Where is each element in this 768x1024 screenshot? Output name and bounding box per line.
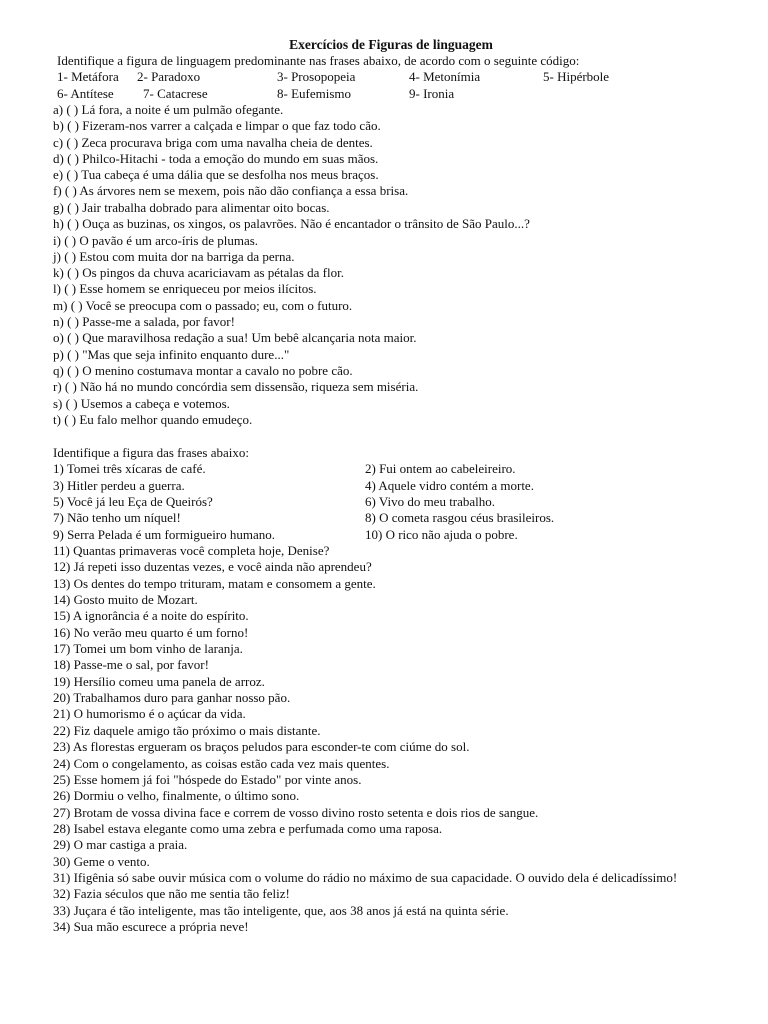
exercise-item: s) ( ) Usemos a cabeça e votemos. (53, 396, 230, 411)
exercise-item: 15) A ignorância é a noite do espírito. (53, 608, 249, 623)
exercise-item: 32) Fazia séculos que não me sentia tão feliz! (53, 886, 290, 901)
exercise-item: 24) Com o congelamento, as coisas estão cada vez mais quentes. (53, 756, 390, 771)
code-item: 2- Paradoxo (137, 69, 201, 84)
code-item: 4- Metonímia (409, 69, 481, 84)
exercise-item: f) ( ) As árvores nem se mexem, pois não dão confiança a essa brisa. (53, 183, 409, 198)
exercise-item: o) ( ) Que maravilhosa redação a sua! Um bebê alcançaria nota maior. (53, 330, 417, 345)
exercise-item: h) ( ) Ouça as buzinas, os xingos, os palavrões. Não é encantador o trânsito de São Paulo...? (53, 216, 530, 231)
exercise-item: 18) Passe-me o sal, por favor! (53, 657, 209, 672)
exercise-item: r) ( ) Não há no mundo concórdia sem dissensão, riqueza sem miséria. (53, 379, 419, 394)
exercise-item: 1) Tomei três xícaras de café. (53, 461, 206, 476)
exercise-item: 31) Ifigênia só sabe ouvir música com o volume do rádio no máximo de sua capacidade. O ouvido dela é delicadíssimo! (53, 870, 678, 885)
exercise-item: 4) Aquele vidro contém a morte. (365, 478, 534, 493)
code-item: 5- Hipérbole (543, 69, 610, 84)
exercise-item: 26) Dormiu o velho, finalmente, o último sono. (53, 788, 300, 803)
code-item: 8- Eufemismo (277, 86, 352, 101)
exercise-item: 10) O rico não ajuda o pobre. (365, 527, 518, 542)
exercise-item: 33) Juçara é tão inteligente, mas tão inteligente, que, aos 38 anos já está na quinta série. (53, 903, 509, 918)
code-item: 9- Ironia (409, 86, 455, 101)
exercise-item: 5) Você já leu Eça de Queirós? (53, 494, 213, 509)
section-heading: Identifique a figura das frases abaixo: (53, 445, 250, 460)
exercise-item: 21) O humorismo é o açúcar da vida. (53, 706, 246, 721)
exercise-item: 12) Já repeti isso duzentas vezes, e você ainda não aprendeu? (53, 559, 372, 574)
exercise-item: 13) Os dentes do tempo trituram, matam e consomem a gente. (53, 576, 376, 591)
exercise-item: m) ( ) Você se preocupa com o passado; eu, com o futuro. (53, 298, 353, 313)
exercise-item: k) ( ) Os pingos da chuva acariciavam as pétalas da flor. (53, 265, 344, 280)
exercise-item: 17) Tomei um bom vinho de laranja. (53, 641, 243, 656)
code-item: 3- Prosopopeia (277, 69, 356, 84)
exercise-item: 19) Hersílio comeu uma panela de arroz. (53, 674, 265, 689)
exercise-item: 23) As florestas ergueram os braços peludos para esconder-te com ciúme do sol. (53, 739, 470, 754)
exercise-item: p) ( ) "Mas que seja infinito enquanto dure..." (53, 347, 290, 362)
exercise-item: 29) O mar castiga a praia. (53, 837, 188, 852)
exercise-item: d) ( ) Philco-Hitachi - toda a emoção do mundo em suas mãos. (53, 151, 379, 166)
exercise-item: e) ( ) Tua cabeça é uma dália que se desfolha nos meus braços. (53, 167, 379, 182)
exercise-item: 28) Isabel estava elegante como uma zebra e perfumada como uma raposa. (53, 821, 443, 836)
exercise-item: 11) Quantas primaveras você completa hoje, Denise? (53, 543, 330, 558)
exercise-item: i) ( ) O pavão é um arco-íris de plumas. (53, 233, 259, 248)
exercise-item: t) ( ) Eu falo melhor quando emudeço. (53, 412, 253, 427)
exercise-item: 2) Fui ontem ao cabeleireiro. (365, 461, 516, 476)
exercise-item: 22) Fiz daquele amigo tão próximo o mais distante. (53, 723, 321, 738)
exercise-item: 6) Vivo do meu trabalho. (365, 494, 496, 509)
exercise-item: a) ( ) Lá fora, a noite é um pulmão ofegante. (53, 102, 284, 117)
exercise-item: q) ( ) O menino costumava montar a cavalo no pobre cão. (53, 363, 353, 378)
exercise-item: 20) Trabalhamos duro para ganhar nosso pão. (53, 690, 291, 705)
code-item: 7- Catacrese (143, 86, 208, 101)
code-item: 6- Antítese (57, 86, 114, 101)
exercise-item: 30) Geme o vento. (53, 854, 150, 869)
exercise-item: 25) Esse homem já foi "hóspede do Estado" por vinte anos. (53, 772, 362, 787)
code-item: 1- Metáfora (57, 69, 119, 84)
exercise-item: n) ( ) Passe-me a salada, por favor! (53, 314, 235, 329)
exercise-item: 16) No verão meu quarto é um forno! (53, 625, 249, 640)
exercise-item: 27) Brotam de vossa divina face e correm de vosso divino rosto setenta e dois rios de sangue. (53, 805, 539, 820)
exercise-item: c) ( ) Zeca procurava briga com uma navalha cheia de dentes. (53, 135, 373, 150)
exercise-item: g) ( ) Jair trabalha dobrado para alimentar oito bocas. (53, 200, 330, 215)
exercise-item: 9) Serra Pelada é um formigueiro humano. (53, 527, 276, 542)
exercise-item: 3) Hitler perdeu a guerra. (53, 478, 185, 493)
exercise-item: b) ( ) Fizeram-nos varrer a calçada e limpar o que faz todo cão. (53, 118, 381, 133)
exercise-item: 8) O cometa rasgou céus brasileiros. (365, 510, 555, 525)
exercise-item: 34) Sua mão escurece a própria neve! (53, 919, 249, 934)
instruction-text: Identifique a figura de linguagem predominante nas frases abaixo, de acordo com o seguinte código: (57, 53, 580, 68)
exercise-item: j) ( ) Estou com muita dor na barriga da perna. (53, 249, 295, 264)
exercise-item: l) ( ) Esse homem se enriqueceu por meios ilícitos. (53, 281, 317, 296)
exercise-item: 14) Gosto muito de Mozart. (53, 592, 198, 607)
exercise-item: 7) Não tenho um níquel! (53, 510, 181, 525)
page-title: Exercícios de Figuras de linguagem (289, 37, 493, 52)
